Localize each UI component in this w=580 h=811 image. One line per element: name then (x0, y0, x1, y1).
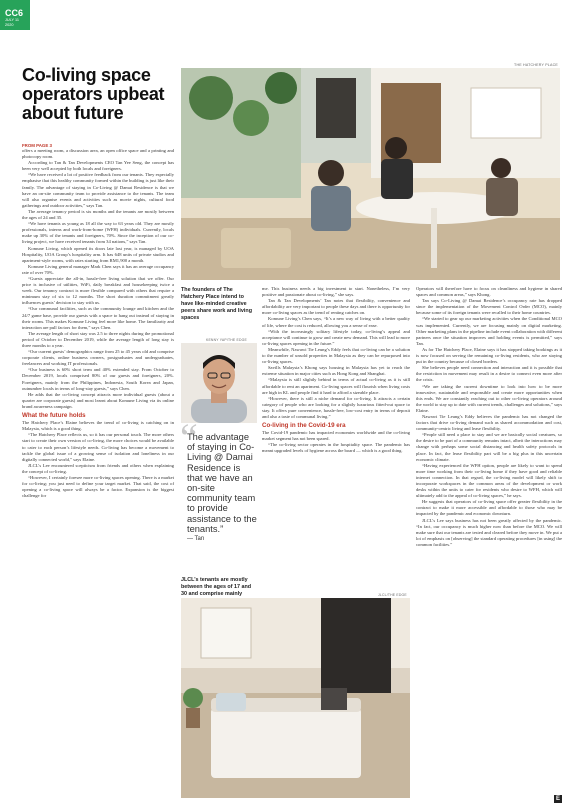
subheading: What the future holds (22, 412, 86, 420)
paragraph: “Malaysia is still slightly behind in terms of actual co-living as it is still affordable to rent an apartment. Co-living spaces will flourish when living costs are high in KL and people find it hard to afford a sizeable place. (262, 377, 410, 395)
footer-mark (554, 795, 562, 803)
paragraph: Meanwhile, Nawawi Tie Leung’s Eddy feels that co-living can be a solution to the number of unsold properties in Malaysia as they can be repurposed into co-living spaces. (262, 346, 410, 365)
pull-quote (180, 415, 257, 543)
date-line-1: JULY 11 (5, 18, 19, 22)
paragraph: JLCL’s Lee says business has not been greatly affected by the pandemic. “In fact, our occupancy is much higher now than before the MCO. We will make sure that our tenants are tested and cleared before they move in. We put a lot of emphasis on [observing] the standard operating procedures [in using] the common facilities.” (416, 517, 562, 547)
paragraph: Komune Living general manager Mark Chen says it has an average occupancy rate of over 70%. (22, 263, 174, 275)
paragraph: “Our business is 60% short term and 40% extended stay. From October to December 2019, locals comprised 80% of our guests and foreigners, 20%. Foreigners, mainly from the Philippines, Indonesia, South Korea and Japan, outnumber locals in terms of long-stay guests,” says Chen. (22, 367, 174, 391)
paragraph: Tan & Tan Developments’ Tan notes that flexibility, convenience and affordability are very important to people these days and there is opportunity for more co-living spaces as the trend of renting catches on. (262, 298, 410, 316)
paragraph: “However, I certainly foresee more co-living spaces opening. There is a market for co-living; you just need to define your target market. That said, the cost of opening a co-living space will always be a factor. Expansion is the biggest challenge for (22, 474, 174, 499)
paragraph: Komune Living’s Chen says, “It’s a new way of living with a better quality of life, where the cost is reduced, allowing you a sense of ease. (262, 316, 410, 328)
paragraph: Komune Living, which opened its doors late last year, is managed by UOA Hospitality, UOA Group’s hospitality arm. It has 648 units of private studios and apartment-style rooms, with rates starting from RM1,900 a month. (22, 245, 174, 263)
paragraph: As for The Hatchery Place, Elaine says it has stopped taking bookings as it is now focused on serving the remaining co-living residents, who are staying put in the country because of closed borders. (416, 346, 562, 365)
paragraph: “We started to gear up our marketing activities when the Conditional MCO was implemented. Currently, we are focusing mainly on digital marketing. Other marketing plans in the pipeline include event collaboration with different partners once the situation improves and holding events is permitted,” says Tan. (416, 316, 562, 346)
paragraph: Tan says Co-Living @ Damai Residence’s occupancy rate has dropped since the implementation of the Movement Control Order (MCO), mainly because some of its foreign tenants were recalled to their home countries. (416, 298, 562, 316)
paragraph: He suggests that operators of co-living space offer greater flexibility in the contract to make it more accessible and affordable to those who may be impacted by the pandemic and economic downturn. (416, 499, 562, 517)
bedroom-image (181, 598, 410, 798)
section-label: CC6 (5, 8, 24, 18)
paragraph: “Having experienced the WFH option, people are likely to want to spend more time working from their co-living home if they have good and reliable internet connection. In that regard, the co-living model will likely shift to incorporate workspaces in the common areas of the development or work desks within the units to cater for residents who desire to WFH, which will ultimately add to the appeal of co-living spaces,” he says. (416, 462, 562, 499)
paragraph: JLCL’s Lee encountered scepticism from friends and others when explaining the concept of co-living. (22, 462, 174, 474)
portrait-credit: KENNY YAP/THE EDGE (206, 338, 247, 342)
bottom-photo (181, 598, 410, 798)
section-tab (0, 0, 30, 30)
paragraph: Operators will therefore have to focus on cleanliness and hygiene in shared spaces and common areas,” says Khong. (416, 286, 562, 298)
column-3-text (262, 286, 410, 455)
date-line-2: 2020 (5, 23, 14, 27)
top-photo-credit: THE HATCHERY PLACE (514, 63, 558, 67)
bottom-photo-credit: JLCL/THE EDGE (378, 593, 407, 597)
paragraph: She believes people need connection and interaction and it is possible that the restriction in movement may result in a desire to connect even more after the crisis. (416, 365, 562, 383)
coworking-scene-image (181, 68, 560, 280)
column-4-text (416, 286, 562, 548)
paragraph: According to Tan & Tan Developments CEO Tan Yee Seng, the concept has been very well accepted by both locals and foreigners. (22, 160, 174, 172)
paragraph: “Our communal facilities, such as the community lounge and kitchen and the 24/7 game base, provide our guests with a space to hang out instead of staying in their rooms. This makes Komune Living feel more like home. The familiarity and interaction are pull factors for them,” says Chen. (22, 306, 174, 330)
footer-mark-label: E (555, 796, 560, 802)
paragraph: “We have tenants as young as 18 all the way to 63 years old. They are mostly professionals, interns and work-from-home (WFH) individuals. Currently, locals make up 30% of the tenants and foreigners, 70%. Since the inception of our co-living project, we have received tenants from 34 nations,” says Tan. (22, 221, 174, 245)
column-1-text (22, 148, 174, 499)
paragraph: me. This business needs a big investment to start. Nonetheless, I’m very positive and passionate about co-living,” she says. (262, 286, 410, 298)
column-1 (22, 143, 174, 499)
pull-quote-attribution: — Tan (187, 536, 205, 543)
paragraph: “However, there is still a niche demand for co-living. It attracts a certain category of people who are looking for a slightly luxurious fitted-out space to stay. It offers pure convenience, hassle-free, low-cost entry in terms of deposit and also a taste of communal living.” (262, 395, 410, 419)
paragraph: “We are taking the current downtime to look into how to be more innovative, sustainable and responsible and create more opportunities when this ends. We are constantly reaching out to other co-living operators around the world to stay up to date with current trends, challenges and solutions,” says Elaine. (416, 383, 562, 413)
paragraph: “The co-living sector operates in the hospitality space. The pandemic has meant upgraded levels of hygiene across the board — which is a good thing. (262, 442, 410, 454)
paragraph: He adds that the co-living concept attracts more individual guests (about a quarter are corporate guests) and most learnt about Komune Living via its online brand awareness campaign. (22, 391, 174, 409)
top-photo (181, 68, 560, 280)
top-photo-caption: The founders of The Hatchery Place intend to have like-minded creative peers share work and living spaces (181, 287, 253, 321)
paragraph: Nawawi Tie Leung’s Eddy believes the pandemic has not changed the factors that drive co-living demand such as shared accommodation and cost, community-centric living and lease flexibility. (416, 413, 562, 432)
paragraph: The average length of short stay was 2.5 to three nights during the promotional period of October to December 2019, while the average length of long stay is three months to a year. (22, 330, 174, 348)
subheading: Co-living in the Covid-19 era (262, 422, 346, 430)
open-quote-icon: “ (180, 415, 198, 460)
paragraph: Savills Malaysia’s Khong says housing in Malaysia has yet to reach the extreme situation in major cities such as Hong Kong and Shanghai. (262, 365, 410, 377)
headline: Co-living space operators upbeat about future (22, 65, 165, 123)
paragraph: “People still need a place to stay and we are basically social creatures, so the desire to be part of a community remains intact, albeit the interactions may change with perhaps some social distancing and health safety protocols in place. In fact, the lease flexibility part will be a big plus in this uncertain economic climate. (416, 432, 562, 462)
pull-quote-text: The advantage of staying in Co-Living @ Damai Residence is that we have an on-site community team to provide assistance to the tenants.” (187, 432, 257, 534)
portrait-photo (181, 343, 257, 423)
paragraph: “Our current guests’ demographics range from 25 to 45 years old and comprise corporate clients, online business owners, postgraduates and undergraduates, freelancers and working IT professionals. (22, 349, 174, 367)
paragraph: “The Hatchery Place reflects us, so it has our personal touch. The more others start to create their own version of co-living, the more choices would be available to cater to each person’s lifestyle needs. Co-living has become a movement to tackle the global issue of a growing sense of isolation and loneliness in our digitally connected world,” says Elaine. (22, 432, 174, 462)
bottom-photo-caption: JLCL’s tenants are mostly between the ages of 17 and 30 and comprise mainly (181, 577, 252, 597)
paragraph: “Guests appreciate the all-in, hassle-free living solution that we offer. Our price is inclusive of utilities, WiFi, daily breakfast and housekeeping twice a week. Our tenancy contract is more flexible compared with others that require a minimum stay of six to 12 months. The short duration commitment greatly influences guests’ decision to stay with us. (22, 275, 174, 306)
paragraph: The Hatchery Place’s Elaine believes the trend of co-living is catching on in Malaysia, which is a good thing. (22, 420, 174, 432)
paragraph: offers a meeting room, a discussion area, an open office space and a printing and photocopy room. (22, 148, 174, 160)
paragraph: The average tenancy period is six months and the tenants are mostly between the ages of 24 and 35. (22, 208, 174, 221)
paragraph: “With the increasingly solitary lifestyle today, co-living’s appeal and acceptance will continue to grow and create new demand. This will lead to more co-living spaces opening in the future.” (262, 328, 410, 346)
from-page-label: FROM PAGE 3 (22, 143, 52, 148)
portrait-image (181, 343, 257, 423)
paragraph: The Covid-19 pandemic has impacted economies worldwide and the co-living market segment has not been spared. (262, 430, 410, 442)
paragraph: “We have received a lot of positive feedback from our tenants. They especially emphasise that this healthy community formed within the building is just like their family. The advantage of staying in Co-Living @ Damai Residence is that we have an on-site community team to provide assistance to the tenants. The team will also organise events and activities such as movie nights, cultural food gatherings and outdoor activities,” says Tan. (22, 172, 174, 208)
